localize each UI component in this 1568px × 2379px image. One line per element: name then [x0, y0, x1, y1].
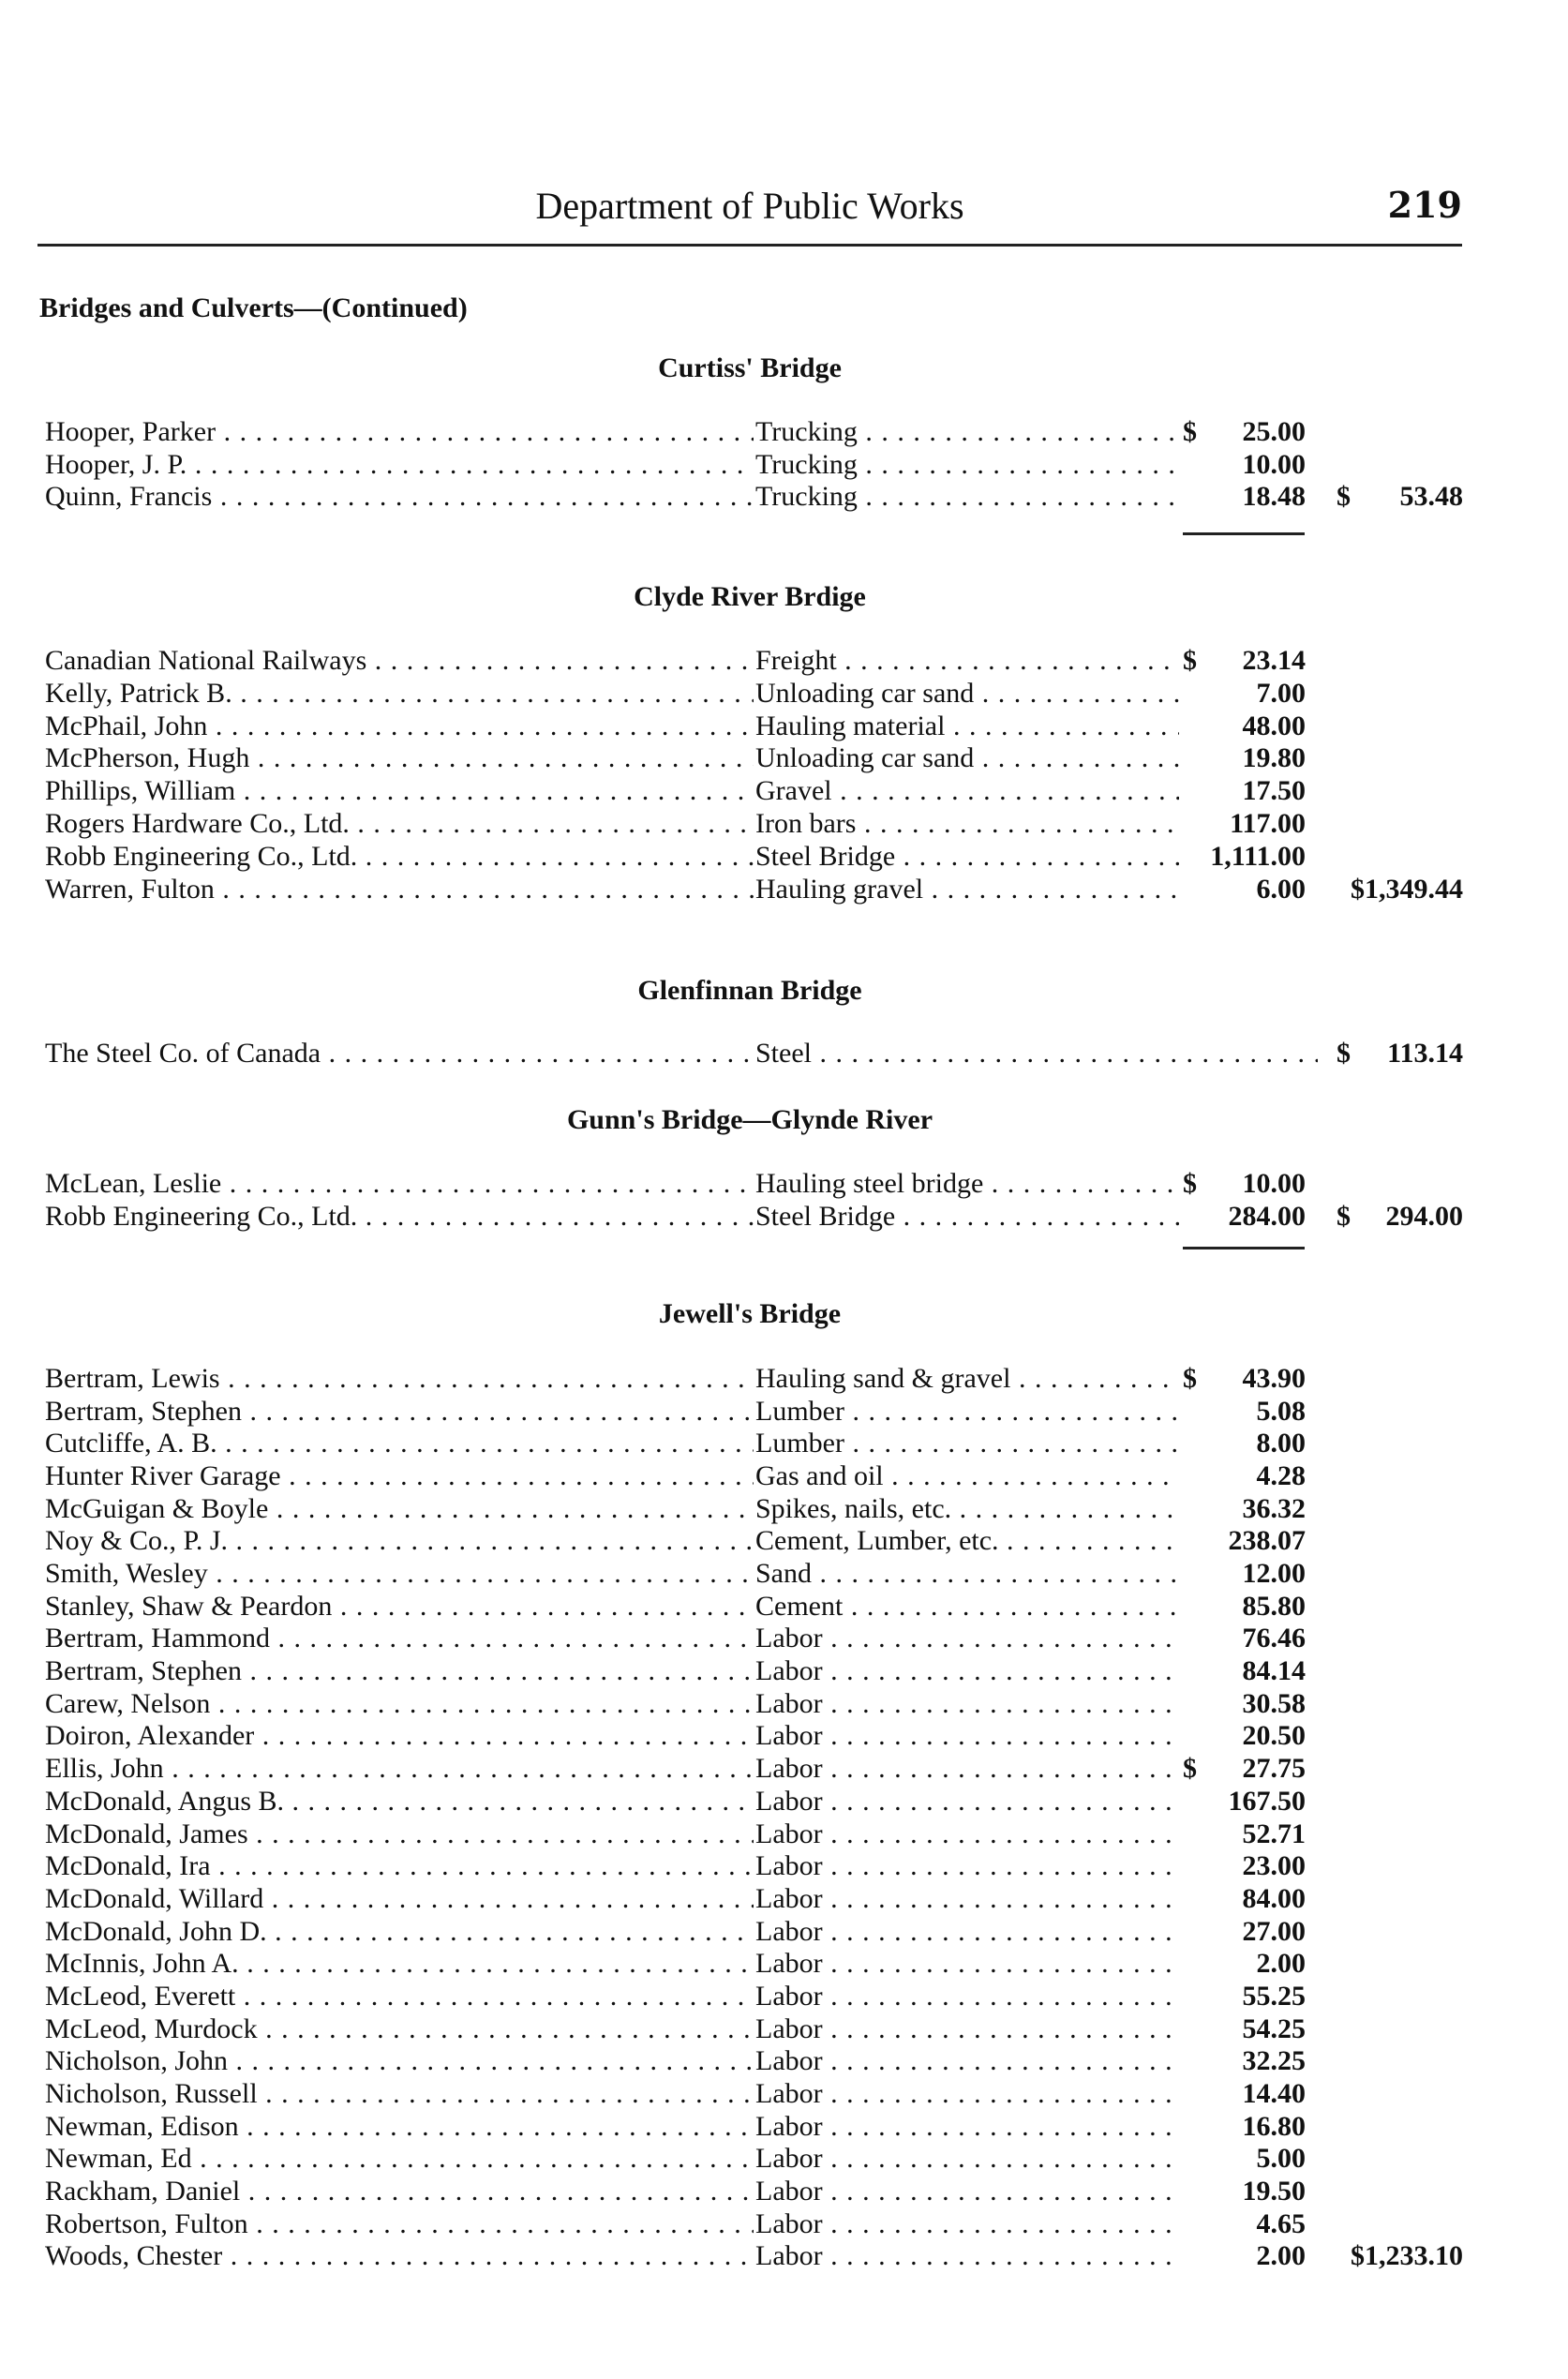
- payee-name: McLeod, Everett . . .: [45, 1981, 754, 2012]
- payee-name: Canadian National Railways . . .: [45, 645, 754, 677]
- item-amount: 27.75: [1242, 1753, 1306, 1785]
- payee-name: McDonald, Willard . . .: [45, 1883, 754, 1915]
- item-description: Iron bars . . .: [755, 808, 1179, 840]
- item-amount: 17.50: [1242, 775, 1306, 807]
- item-amount: 23.14: [1242, 645, 1306, 676]
- item-amount: 284.00: [1228, 1200, 1306, 1232]
- ledger-row: [0, 2143, 1568, 2175]
- section-title: Clyde River Brdige: [634, 581, 866, 612]
- item-description: Sand . . .: [755, 1558, 1179, 1590]
- item-amount: 76.46: [1242, 1623, 1306, 1654]
- item-amount: 7.00: [1256, 677, 1306, 709]
- ledger-row: [0, 841, 1568, 873]
- ledger-row: [0, 874, 1568, 905]
- ledger-row: [0, 2176, 1568, 2207]
- payee-name: McLean, Leslie . . .: [45, 1168, 754, 1200]
- ledger-row: [0, 1428, 1568, 1459]
- section-total: 294.00: [1385, 1200, 1463, 1232]
- item-amount: 84.00: [1242, 1882, 1306, 1914]
- ledger-row: [0, 2045, 1568, 2077]
- payee-name: Rackham, Daniel . . .: [45, 2176, 754, 2207]
- payee-name: Warren, Fulton . . .: [45, 874, 754, 905]
- ledger-row: [0, 1038, 1568, 1070]
- payee-name: Carew, Nelson . . .: [45, 1688, 754, 1720]
- payee-name: Hunter River Garage . . .: [45, 1460, 754, 1492]
- item-description: Freight . . .: [755, 645, 1179, 677]
- payee-name: Newman, Ed . . .: [45, 2143, 754, 2175]
- item-amount: 27.00: [1242, 1915, 1306, 1947]
- ledger-row: [0, 1883, 1568, 1915]
- payee-name: The Steel Co. of Canada . . .: [45, 1038, 754, 1070]
- payee-name: Kelly, Patrick B. . . .: [45, 678, 754, 710]
- ledger-row: [0, 1850, 1568, 1882]
- item-description: Gravel . . .: [755, 775, 1179, 807]
- item-description: Hauling steel bridge . . .: [755, 1168, 1179, 1200]
- section-title: Curtiss' Bridge: [658, 352, 842, 383]
- item-amount: 117.00: [1230, 808, 1306, 839]
- ledger-row: [0, 711, 1568, 742]
- item-description: Labor . . .: [755, 2111, 1179, 2143]
- item-description: Steel Bridge . . .: [755, 841, 1179, 873]
- item-description: Labor . . .: [755, 1850, 1179, 1882]
- item-description: Unloading car sand . . .: [755, 678, 1179, 710]
- ledger-row: [0, 416, 1568, 448]
- payee-name: McGuigan & Boyle . . .: [45, 1493, 754, 1525]
- ledger-row: [0, 1460, 1568, 1492]
- item-description: Spikes, nails, etc. . . .: [755, 1493, 1179, 1525]
- item-description: Labor . . .: [755, 1688, 1179, 1720]
- payee-name: Nicholson, John . . .: [45, 2045, 754, 2077]
- ledger-row: [0, 1948, 1568, 1980]
- item-description: Hauling material . . .: [755, 711, 1179, 742]
- sum-rule: [1183, 532, 1305, 535]
- item-amount: 54.25: [1242, 2012, 1306, 2044]
- item-description: Trucking . . .: [755, 416, 1179, 448]
- item-amount: 32.25: [1242, 2045, 1306, 2077]
- ledger-row: [0, 2240, 1568, 2272]
- ledger-row: [0, 645, 1568, 677]
- ledger-row: [0, 1201, 1568, 1233]
- item-amount: 20.50: [1242, 1720, 1306, 1752]
- payee-name: Bertram, Hammond . . .: [45, 1623, 754, 1654]
- item-amount: 5.08: [1256, 1395, 1306, 1427]
- ledger-row: [0, 1623, 1568, 1654]
- payee-name: McDonald, John D. . . .: [45, 1916, 754, 1948]
- item-description: Labor . . .: [755, 1916, 1179, 1948]
- ledger-row: [0, 1688, 1568, 1720]
- ledger-row: [0, 1168, 1568, 1200]
- payee-name: Woods, Chester . . .: [45, 2240, 754, 2272]
- payee-name: Newman, Edison . . .: [45, 2111, 754, 2143]
- section-total: $1,349.44: [1351, 873, 1463, 905]
- item-description: Cement . . .: [755, 1591, 1179, 1623]
- item-description: Labor . . .: [755, 2143, 1179, 2175]
- item-description: Labor . . .: [755, 2208, 1179, 2240]
- item-amount: 25.00: [1242, 416, 1306, 447]
- item-amount: 85.80: [1242, 1590, 1306, 1622]
- item-description: Labor . . .: [755, 2176, 1179, 2207]
- ledger-row: [0, 1558, 1568, 1590]
- ledger-row: [0, 2208, 1568, 2240]
- ledger-row: [0, 1363, 1568, 1395]
- item-amount: 8.00: [1256, 1428, 1306, 1459]
- item-amount: 1,111.00: [1210, 840, 1306, 872]
- ledger-row: [0, 1493, 1568, 1525]
- item-amount: 238.07: [1228, 1525, 1306, 1557]
- total-dollar-sign: $: [1337, 1038, 1351, 1069]
- ledger-row: [0, 2078, 1568, 2110]
- item-description: Lumber . . .: [755, 1396, 1179, 1428]
- total-dollar-sign: $: [1337, 481, 1351, 512]
- payee-name: McPhail, John . . .: [45, 711, 754, 742]
- payee-name: Noy & Co., P. J. . . .: [45, 1525, 754, 1557]
- payee-name: Doiron, Alexander . . .: [45, 1720, 754, 1752]
- payee-name: Phillips, William . . .: [45, 775, 754, 807]
- item-description: Labor . . .: [755, 1981, 1179, 2012]
- payee-name: McLeod, Murdock . . .: [45, 2013, 754, 2045]
- dollar-sign: $: [1183, 645, 1197, 676]
- ledger-row: [0, 1981, 1568, 2012]
- item-description: Cement, Lumber, etc. . . .: [755, 1525, 1179, 1557]
- payee-name: McPherson, Hugh . . .: [45, 742, 754, 774]
- item-amount: 10.00: [1242, 448, 1306, 480]
- section-title: Glenfinnan Bridge: [637, 975, 862, 1006]
- item-amount: 23.00: [1242, 1850, 1306, 1882]
- item-amount: 4.65: [1256, 2207, 1306, 2239]
- continued-heading: Bridges and Culverts—(Continued): [39, 292, 468, 323]
- ledger-row: [0, 1786, 1568, 1818]
- dollar-sign: $: [1183, 416, 1197, 447]
- running-header: [37, 184, 1462, 231]
- dollar-sign: $: [1183, 1168, 1197, 1199]
- page-number: 219: [1387, 184, 1462, 226]
- ledger-row: [0, 1591, 1568, 1623]
- sum-rule: [1183, 1247, 1305, 1249]
- item-description: Labor . . .: [755, 1655, 1179, 1687]
- payee-name: Robb Engineering Co., Ltd. . . .: [45, 841, 754, 873]
- item-description: Trucking . . .: [755, 449, 1179, 481]
- payee-name: Nicholson, Russell . . .: [45, 2078, 754, 2110]
- ledger-row: [0, 1720, 1568, 1752]
- payee-name: Robb Engineering Co., Ltd. . . .: [45, 1201, 754, 1233]
- section-title: Gunn's Bridge—Glynde River: [566, 1104, 933, 1135]
- item-description: Hauling gravel . . .: [755, 874, 1179, 905]
- item-amount: 18.48: [1242, 481, 1306, 512]
- item-amount: 4.28: [1256, 1460, 1306, 1492]
- ledger-row: [0, 449, 1568, 481]
- ledger-row: [0, 1525, 1568, 1557]
- item-amount: 55.25: [1242, 1980, 1306, 2012]
- payee-name: McDonald, Angus B. . . .: [45, 1786, 754, 1818]
- ledger-row: [0, 678, 1568, 710]
- payee-name: Cutcliffe, A. B. . . .: [45, 1428, 754, 1459]
- item-amount: 2.00: [1256, 1948, 1306, 1980]
- item-description: Labor . . .: [755, 2078, 1179, 2110]
- item-amount: 5.00: [1256, 2143, 1306, 2175]
- item-amount: 16.80: [1242, 2110, 1306, 2142]
- section-total: 53.48: [1399, 481, 1463, 512]
- payee-name: Bertram, Lewis . . .: [45, 1363, 754, 1395]
- item-description: Trucking . . .: [755, 481, 1179, 513]
- payee-name: McDonald, Ira . . .: [45, 1850, 754, 1882]
- section-total: 113.14: [1387, 1038, 1463, 1069]
- item-amount: 84.14: [1242, 1655, 1306, 1687]
- item-amount: 36.32: [1242, 1492, 1306, 1524]
- item-amount: 6.00: [1256, 873, 1306, 905]
- ledger-row: [0, 2111, 1568, 2143]
- ledger-row: [0, 742, 1568, 774]
- item-amount: 30.58: [1242, 1687, 1306, 1719]
- ledger-row: [0, 1753, 1568, 1785]
- item-amount: 52.71: [1242, 1818, 1306, 1849]
- payee-name: Quinn, Francis . . .: [45, 481, 754, 513]
- payee-name: Robertson, Fulton . . .: [45, 2208, 754, 2240]
- item-description: Unloading car sand . . .: [755, 742, 1179, 774]
- item-description: Labor . . .: [755, 1883, 1179, 1915]
- payee-name: McInnis, John A. . . .: [45, 1948, 754, 1980]
- item-description: Labor . . .: [755, 1623, 1179, 1654]
- payee-name: Smith, Wesley . . .: [45, 1558, 754, 1590]
- payee-name: Bertram, Stephen . . .: [45, 1655, 754, 1687]
- payee-name: Ellis, John . . .: [45, 1753, 754, 1785]
- payee-name: McDonald, James . . .: [45, 1818, 754, 1850]
- ledger-row: [0, 808, 1568, 840]
- header-rule: [37, 244, 1462, 247]
- ledger-row: [0, 2013, 1568, 2045]
- total-dollar-sign: $: [1337, 1200, 1351, 1232]
- item-amount: 10.00: [1242, 1168, 1306, 1199]
- item-description: Labor . . .: [755, 1753, 1179, 1785]
- item-amount: 19.50: [1242, 2176, 1306, 2207]
- section-title: Jewell's Bridge: [658, 1298, 842, 1329]
- item-amount: 19.80: [1242, 742, 1306, 774]
- ledger-row: [0, 1655, 1568, 1687]
- ledger-row: [0, 1916, 1568, 1948]
- ledger-row: [0, 775, 1568, 807]
- item-amount: 2.00: [1256, 2240, 1306, 2272]
- dollar-sign: $: [1183, 1753, 1197, 1785]
- item-amount: 43.90: [1242, 1363, 1306, 1394]
- section-total: $1,233.10: [1351, 2240, 1463, 2272]
- item-description: Labor . . .: [755, 1948, 1179, 1980]
- item-description: Lumber . . .: [755, 1428, 1179, 1459]
- item-amount: 12.00: [1242, 1558, 1306, 1590]
- item-description: Labor . . .: [755, 2045, 1179, 2077]
- page-title: Department of Public Works: [535, 185, 964, 227]
- item-description: Steel Bridge . . .: [755, 1201, 1179, 1233]
- ledger-row: [0, 1396, 1568, 1428]
- payee-name: Hooper, Parker . . .: [45, 416, 754, 448]
- dollar-sign: $: [1183, 1363, 1197, 1394]
- item-description: Gas and oil . . .: [755, 1460, 1179, 1492]
- item-description: Labor . . .: [755, 1786, 1179, 1818]
- item-amount: 14.40: [1242, 2077, 1306, 2109]
- item-description: Labor . . .: [755, 1818, 1179, 1850]
- payee-name: Rogers Hardware Co., Ltd. . . .: [45, 808, 754, 840]
- item-amount: 167.50: [1228, 1785, 1306, 1817]
- item-description: Hauling sand & gravel . . .: [755, 1363, 1179, 1395]
- item-description: Labor . . .: [755, 1720, 1179, 1752]
- item-amount: 48.00: [1242, 710, 1306, 741]
- ledger-row: [0, 481, 1568, 513]
- payee-name: Bertram, Stephen . . .: [45, 1396, 754, 1428]
- ledger-row: [0, 1818, 1568, 1850]
- item-description: Labor . . .: [755, 2240, 1179, 2272]
- payee-name: Stanley, Shaw & Peardon . . .: [45, 1591, 754, 1623]
- item-description: Labor . . .: [755, 2013, 1179, 2045]
- item-description: Steel . . .: [755, 1038, 1318, 1070]
- payee-name: Hooper, J. P. . . .: [45, 449, 754, 481]
